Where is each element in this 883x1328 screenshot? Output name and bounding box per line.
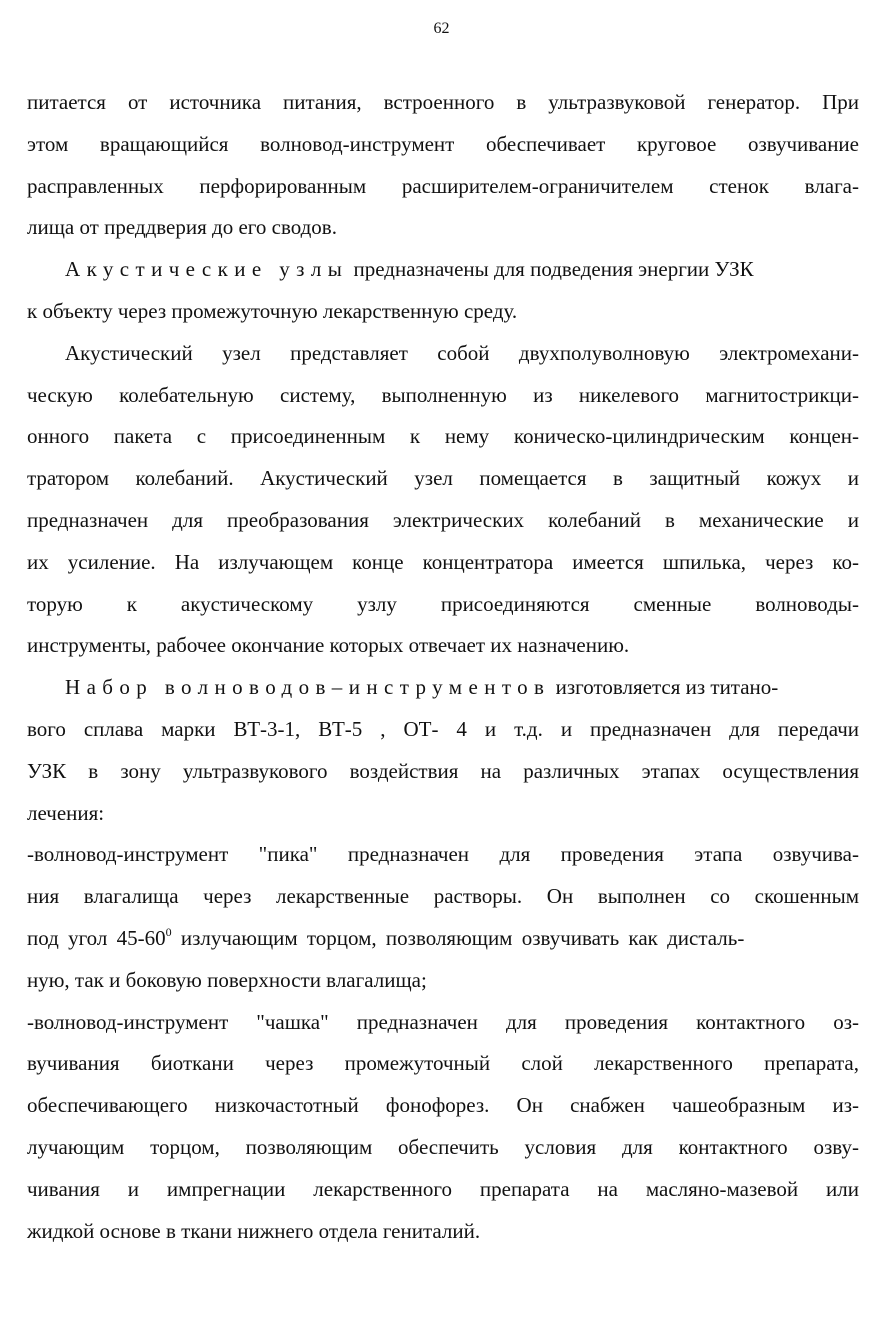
text-line: их усиление. На излучающем конце концентратора имеется шпилька, через ко- [27, 549, 859, 574]
text-line: предназначен для преобразования электрических колебаний в механические и [27, 507, 859, 532]
text-line: лучающим торцом, позволяющим обеспечить условия для контактного озву- [27, 1134, 859, 1159]
text-line [27, 667, 859, 709]
text-line: к объекту через промежуточную лекарственную среду. [27, 298, 518, 323]
body-text [27, 82, 859, 1252]
text-line: лища от преддверия до его сводов. [27, 215, 337, 240]
text-fragment: излучающим торцом, позволяющим озвучивать как дисталь- [171, 925, 745, 950]
text-line: торую к акустическому узлу присоединяются сменные волноводы- [27, 591, 859, 616]
text-line: инструменты, рабочее окончание которых отвечает их назначению. [27, 633, 630, 658]
text-line: ческую колебательную систему, выполненную из никелевого магнитострикци- [27, 382, 859, 407]
text-line: вучивания биоткани через промежуточный слой лекарственного препарата, [27, 1051, 859, 1076]
text-line: Акустический узел представляет собой двухполуволновую электромехани- [65, 340, 859, 365]
text-line: расправленных перфорированным расширителем-ограничителем стенок влага- [27, 173, 859, 198]
text-line: вого сплава марки ВТ-3-1, ВТ-5 , ОТ- 4 и т.д. и предназначен для передачи [27, 716, 859, 741]
text-line: онного пакета с присоединенным к нему коническо-цилиндрическим концен- [27, 424, 859, 449]
page-number: 62 [433, 20, 450, 37]
text-fragment: предназначены для подведения энергии УЗК [348, 257, 754, 282]
text-line: тратором колебаний. Акустический узел помещается в защитный кожух и [27, 466, 859, 491]
text-line: УЗК в зону ультразвукового воздействия на различных этапах осуществления [27, 758, 859, 783]
text-line: питается от источника питания, встроенного в ультразвуковой генератор. При [27, 90, 859, 114]
text-line: -волновод-инструмент "чашка" предназначен для проведения контактного оз- [27, 1009, 859, 1034]
text-line: ния влагалища через лекарственные растворы. Он выполнен со скошенным [27, 884, 859, 909]
text-line [27, 918, 859, 960]
spaced-term: Набор волноводов–инструментов [65, 675, 551, 700]
text-line: лечения: [27, 800, 105, 825]
text-line: чивания и импрегнации лекарственного препарата на масляно-мазевой или [27, 1176, 859, 1201]
text-line [27, 249, 859, 291]
text-line: обеспечивающего низкочастотный фонофорез. Он снабжен чашеобразным из- [27, 1093, 859, 1118]
text-line: ную, так и боковую поверхности влагалища; [27, 967, 427, 992]
text-fragment: под угол 45-60 [27, 925, 166, 950]
text-fragment: изготовляется из титано- [555, 675, 779, 700]
superscript-degree: 0 [165, 924, 172, 939]
text-line: этом вращающийся волновод-инструмент обеспечивает круговое озвучивание [27, 131, 859, 156]
text-line: -волновод-инструмент "пика" предназначен для проведения этапа озвучива- [27, 842, 859, 867]
spaced-term: Акустические узлы [65, 257, 349, 282]
text-line: жидкой основе в ткани нижнего отдела гениталий. [27, 1218, 481, 1243]
